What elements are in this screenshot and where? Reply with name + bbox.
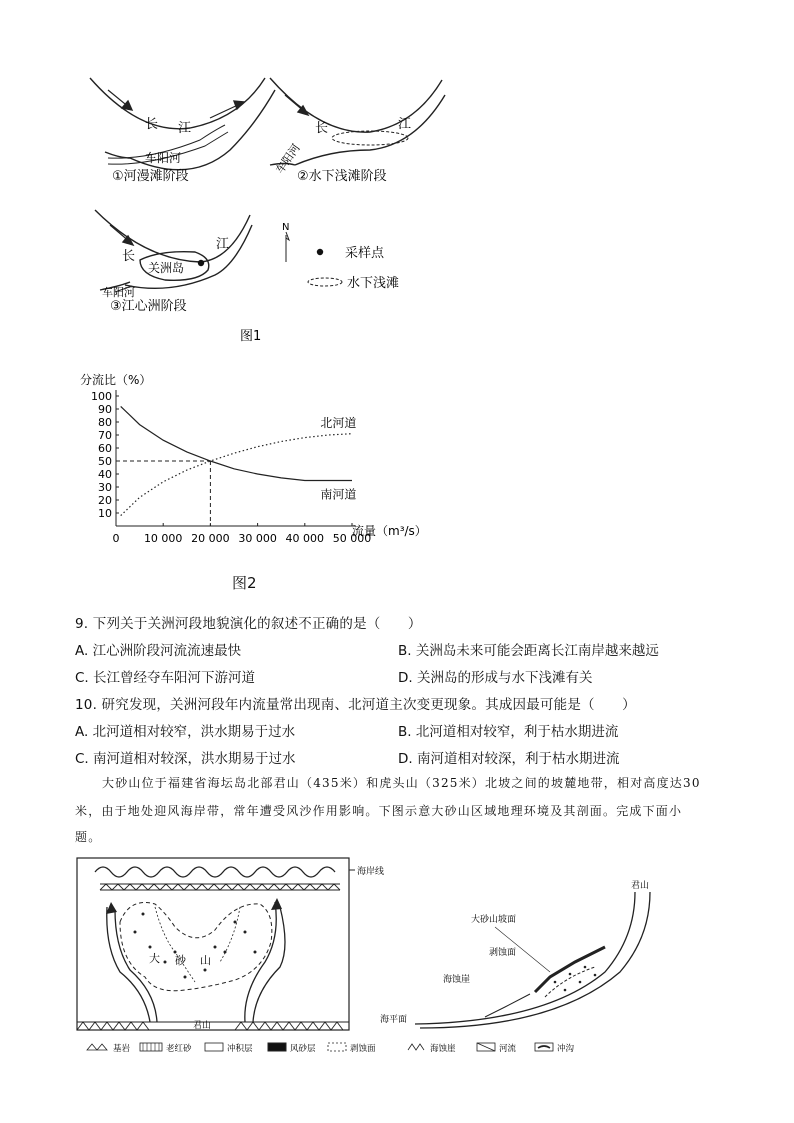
stage3-tributary: 车阳河 (102, 286, 135, 299)
q9-option-b[interactable]: B. 关洲岛未来可能会距离长江南岸越来越远 (398, 643, 659, 659)
chart-y-tick-label: 40 (98, 468, 112, 481)
sea-waves-icon (95, 867, 335, 877)
passage-line-2: 米，由于地处迎风海岸带，常年遭受风沙作用影响。下图示意大砂山区域地理环境及其剖面。完成下面小 (75, 804, 683, 818)
profile-sea-level-label: 海平面 (380, 1015, 408, 1025)
q9-option-c[interactable]: C. 长江曾经夺车阳河下游河道 (75, 670, 256, 686)
passage-line-3: 题。 (75, 830, 102, 844)
q9-stem: 9. 下列关于关洲河段地貌演化的叙述不正确的是（ ） (75, 616, 422, 632)
legend-sample-point-icon (317, 249, 323, 255)
profile-diagram (415, 892, 650, 1028)
chart-x-tick-label: 40 000 (285, 532, 325, 545)
profile-junshan-label: 君山 (631, 881, 650, 891)
north-arrow-icon (286, 232, 289, 262)
chart-y-tick-label: 30 (98, 481, 112, 494)
q9-option-d[interactable]: D. 关洲岛的形成与水下浅滩有关 (398, 670, 593, 686)
q10-option-a[interactable]: A. 北河道相对较窄，洪水期易于过水 (75, 724, 296, 740)
stage1-caption: ①河漫滩阶段 (112, 169, 189, 184)
legend-aeolian-sand: 风砂层 (290, 1044, 316, 1054)
chart-series-line-south (121, 406, 352, 480)
chart-y-tick-label: 50 (98, 455, 112, 468)
legend-erosion-surface: 剥蚀面 (350, 1044, 376, 1054)
alluvium-dots (134, 913, 257, 979)
chart-x-tick-label: 20 000 (191, 532, 230, 545)
profile-slope-label: 大砂山坡面 (471, 915, 517, 925)
river-arrows (107, 902, 285, 1022)
chart-x-tick-label: 50 000 (332, 532, 372, 545)
legend-sample-label: 采样点 (345, 246, 385, 261)
chart-y-tick-label: 20 (98, 494, 112, 507)
legend-gully: 冲沟 (557, 1044, 575, 1054)
sample-point-marker (198, 260, 204, 266)
legend-old-red-sand: 老红砂 (166, 1044, 192, 1054)
stage3-caption: ③江心洲阶段 (110, 299, 187, 314)
q10-stem: 10. 研究发现，关洲河段年内流量常出现南、北河道主次变更现象。其成因最可能是（ ） (75, 697, 636, 713)
chart-y-tick-label: 60 (98, 442, 112, 455)
coastline-cliff-pattern (100, 884, 340, 890)
stage2-tributary: 车阳河 (273, 141, 303, 177)
q9-option-a[interactable]: A. 江心洲阶段河流流速最快 (75, 643, 242, 659)
stage1-label-chang: 长 (145, 117, 159, 132)
chart-y-tick-label: 80 (98, 416, 112, 429)
legend-sea-cliff: 海蚀崖 (430, 1044, 456, 1054)
q10-option-c[interactable]: C. 南河道相对较深，洪水期易于过水 (75, 751, 296, 767)
stage3-label-jiang: 江 (216, 237, 230, 252)
chart-x-tick-label: 30 000 (238, 532, 277, 545)
stage3-label-chang: 长 (122, 249, 136, 264)
profile-erosion-label: 剥蚀面 (489, 948, 517, 958)
figure1-caption: 图1 (240, 329, 262, 344)
stage3-island-label: 关洲岛 (148, 261, 185, 275)
chart-x-tick-label: 0 (112, 532, 120, 545)
profile-cliff-label: 海蚀崖 (443, 975, 471, 985)
stage1-label-jiang: 江 (178, 121, 192, 136)
chart-x-axis-label: 流量（m³/s） (352, 524, 427, 538)
figure2-diversion-chart (80, 368, 440, 558)
legend-alluvium: 冲积层 (227, 1044, 253, 1054)
legend-bedrock: 基岩 (113, 1044, 131, 1054)
q10-option-b[interactable]: B. 北河道相对较窄，利于枯水期进流 (398, 724, 619, 740)
chart-series-label: 北河道 (320, 416, 357, 430)
chart-series-line-north (121, 434, 352, 516)
chart-y-tick-label: 90 (98, 403, 112, 416)
q10-option-d[interactable]: D. 南河道相对较深，利于枯水期进流 (398, 751, 620, 767)
north-label: N (282, 222, 290, 233)
stage1-tributary: 车阳河 (145, 151, 182, 165)
passage-line-1: 大砂山位于福建省海坛岛北部君山（435米）和虎头山（325米）北坡之间的坡麓地带，相对高度达30 (102, 776, 701, 790)
legend-river: 河流 (499, 1044, 517, 1054)
map-label-shan: 山 (200, 954, 211, 967)
map-label-da: 大 (149, 952, 160, 965)
stage2-label-jiang: 江 (398, 117, 412, 132)
legend-shoal-icon (308, 278, 342, 286)
chart-y-tick-label: 70 (98, 429, 112, 442)
stage2-label-chang: 长 (315, 121, 329, 136)
coastline-label: 海岸线 (357, 867, 385, 877)
chart-series-label: 南河道 (320, 487, 357, 502)
chart-y-tick-label: 10 (98, 507, 112, 520)
stage2-caption: ②水下浅滩阶段 (297, 169, 387, 184)
figure3-legend (87, 1043, 553, 1051)
chart-x-tick-label: 10 000 (143, 532, 183, 545)
map-junshan-label: 君山 (193, 1021, 212, 1031)
legend-shoal-label: 水下浅滩 (347, 276, 400, 291)
dashashan-outline (120, 902, 272, 990)
map-label-sha: 砂 (175, 954, 186, 967)
figure2-caption: 图2 (232, 574, 257, 592)
chart-y-tick-label: 100 (91, 390, 112, 403)
figure1-river-stages (70, 70, 450, 350)
chart-y-axis-label: 分流比（%） (80, 373, 152, 387)
figure3-dashashan-map-and-profile (75, 852, 735, 1062)
